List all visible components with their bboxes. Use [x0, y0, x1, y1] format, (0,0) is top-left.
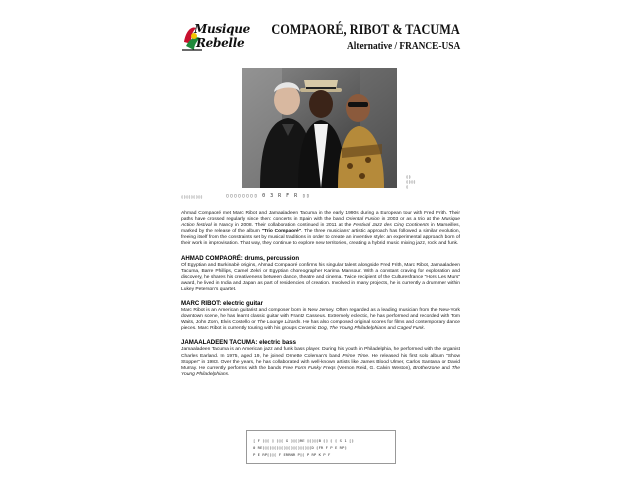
photo-caption-left: ▯▯▯▯▯▯▯▯▯	[181, 194, 203, 199]
footer-line: 0 RE▯▯▯▯▯▯▯▯▯▯▯▯▯▯▯▯▯▯▯▯▯D ▯FR F P E RP▯	[253, 445, 347, 450]
section-heading-tacuma: JAMAALADEEN TACUMA: electric bass	[181, 339, 297, 347]
photo-caption-right: ▯▯▯▯▯▯▯▯ 0 3 R F R ▯▯	[226, 193, 311, 199]
footer-line: [ F ▯▯▯ ▯ ▯▯▯ G ▯▯▯▯RE ▯▯▯▯▯B ▯▯ ▯ ▯ S 1 [▯	[253, 438, 354, 443]
section-paragraph-compaore: Of Egyptian and Burkinabè origins, Ahmad Compaoré confirms his singular talent alongside Fred Frith, Marc Ribot, Jamaaladeen Tacuma, Barre Phillips, Camel Zekri or Egyptian choreographer Karima Mansour. With a constant craving for exploration and discovery, he shares his creativeness between dance, theatre and cinema. Twice recipient of the Culturesfrance "Hors Les Murs" award, he lived in India and Japan as part of residencies of creation. Involved in many projects, he is currently a drummer within Lukey Peterson's quartet.	[181, 262, 460, 292]
photo-side-note-line: ▯▯▯▯	[406, 179, 416, 184]
musique-rebelle-logo	[180, 20, 250, 56]
article-body	[181, 211, 460, 383]
band-photo	[242, 68, 397, 188]
section-heading-compaore: AHMAD COMPAORÉ: drums, percussion	[181, 254, 300, 262]
footer-line: P E RP▯▯▯▯ F ERRNR P▯▯ P RP K P F	[253, 452, 331, 457]
section-paragraph-ribot: Marc Ribot is an American guitarist and composer born in New Jersey. Often regarded as a leading musician from the New-York downtown scene, he has learnt classic guitar with Frantz Casseus. Extremely eclectic, he has performed and recorded with Tom Waits, John Zorn, Elvis Costello or The Lounge Lizards. He has also composed original scores for films and contemporary dance pieces. Marc Ribot is currently touring with his groups Ceramic Dog, The Young Philadelphians and Caged Funk.	[181, 308, 461, 332]
section-paragraph-tacuma: Jamaaladeen Tacuma is an American jazz and funk bass player. During his youth in Philadelphia, he performed with the organist Charles Earland. In 1975, aged 19, he joined Ornette Coleman's band Prime Time. He released his first solo album "Show Stopper" in 1983. Over the years, he has collaborated with well-known artists like James Blood Ulmer, Carlos Santana or David Murray. He currently performs with the bands Free Form Funky Freqs (Vernon Reid, G. Calvin Weston), Brotherzone and The Young Philadelphians.	[181, 347, 460, 377]
intro-paragraph: Ahmad Compaoré met Marc Ribot and Jamaaladeen Tacuma in the early 1990s during a European tour with Fred Frith. Their paths have crossed regularly since then: concerts in Spain with the band Oriental Fusion in 2003 or as a trio at the Musique Action festival in Nancy in 2008. Their collaboration continued in 2011 at the Festival Jazz des Cinq Continents in Marseilles, marked by the release of the album "Trio Compaoré". The three musicians' artistic approach has followed a similar evolution, freeing itself from the constraints set by musical traditions in order to create an inventive style: an experimental approach born of their work in improvisation. That way, they continue to explore new territories, creating a hybrid music mixing jazz, rock and funk.	[181, 211, 460, 247]
page-title: COMPAORÉ, RIBOT & TACUMA	[271, 22, 460, 38]
photo-side-note-line: ▯	[406, 184, 409, 189]
footer-contact-box	[246, 430, 396, 464]
logo-text-rebelle: Rebelle	[196, 36, 245, 50]
photo-side-note	[406, 174, 416, 189]
photo-side-note-line: ▯▯	[406, 174, 411, 179]
section-heading-ribot: MARC RIBOT: electric guitar	[181, 300, 263, 308]
logo-text-musique: Musique	[194, 22, 250, 36]
page-subtitle: Alternative / FRANCE-USA	[346, 40, 460, 52]
